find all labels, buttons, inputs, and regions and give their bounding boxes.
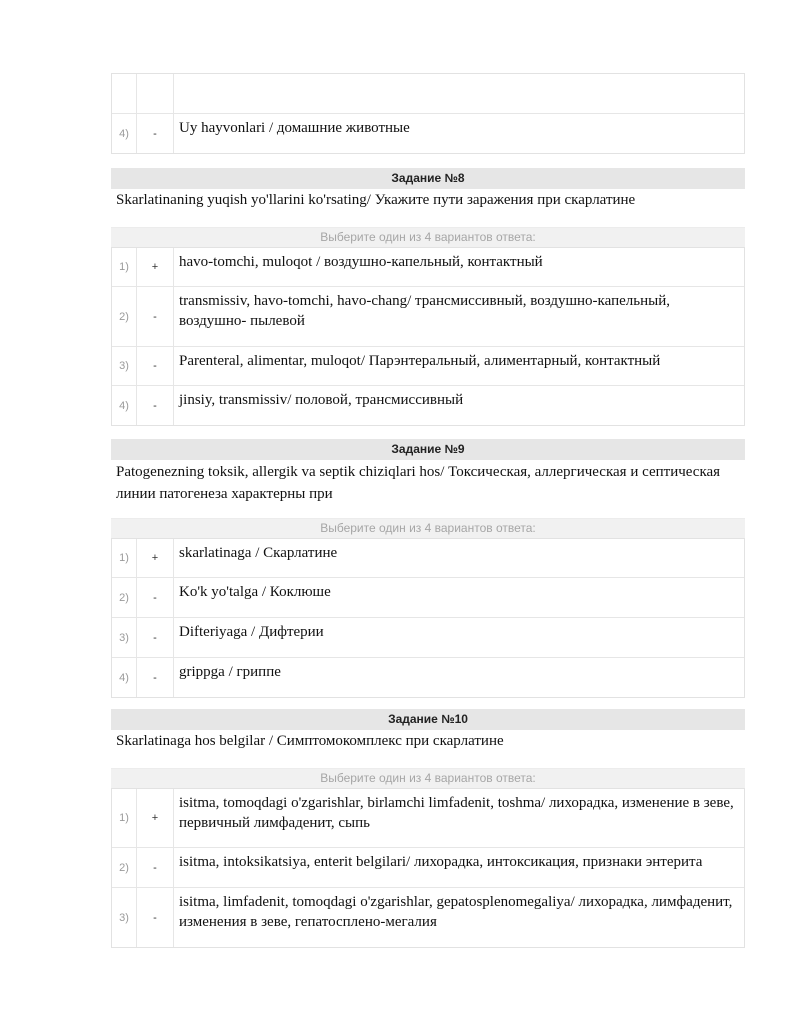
answer-number: 4) — [112, 114, 137, 153]
answer-mark: - — [137, 618, 174, 657]
task-10 — [111, 709, 745, 948]
answer-row — [112, 248, 744, 286]
answer-mark: + — [137, 539, 174, 577]
task-8 — [111, 168, 745, 426]
answer-number: 1) — [112, 789, 137, 847]
answer-text: transmissiv, havo-tomchi, havo-chang/ трансмиссивный, воздушно-капельный, воздушно- пылевой — [179, 293, 670, 329]
answer-mark: - — [137, 578, 174, 617]
answer-text — [174, 74, 744, 113]
answer-text: skarlatinaga / Скарлатине — [179, 545, 338, 561]
task-9 — [111, 439, 745, 698]
answer-number: 2) — [112, 287, 137, 346]
question-text: Skarlatinaga hos belgilar / Симптомокомплекс при скарлатине — [111, 730, 745, 769]
instruction-text: Выберите один из 4 вариантов ответа: — [111, 769, 745, 788]
answer-text: Uy hayvonlari / домашние животные — [179, 120, 410, 136]
answer-row — [112, 113, 744, 153]
answer-number — [112, 74, 137, 113]
answer-text: isitma, intoksikatsiya, enterit belgilari/ лихорадка, интоксикация, признаки энтерита — [179, 854, 703, 870]
answer-row — [112, 286, 744, 346]
answer-number: 4) — [112, 386, 137, 425]
answer-number: 2) — [112, 848, 137, 887]
answer-mark: + — [137, 789, 174, 847]
question-text: Skarlatinaning yuqish yo'llarini ko'rsating/ Укажите пути заражения при скарлатине — [111, 189, 745, 228]
answer-number: 1) — [112, 248, 137, 286]
task-header: Задание №8 — [111, 168, 745, 189]
answer-row — [112, 346, 744, 385]
answer-row — [112, 657, 744, 697]
task-7-answers-tail — [111, 73, 745, 154]
answers-table — [111, 538, 745, 698]
answer-row — [112, 539, 744, 577]
instruction-text: Выберите один из 4 вариантов ответа: — [111, 519, 745, 538]
answer-mark: - — [137, 658, 174, 697]
answer-text: Ko'k yo'talga / Коклюше — [179, 584, 331, 600]
answer-mark: - — [137, 888, 174, 947]
answer-row — [112, 385, 744, 425]
answer-row — [112, 887, 744, 947]
answer-number: 2) — [112, 578, 137, 617]
answer-text: jinsiy, transmissiv/ половой, трансмиссивный — [179, 392, 464, 408]
answer-row — [112, 847, 744, 887]
answer-mark: - — [137, 287, 174, 346]
answer-row — [112, 74, 744, 113]
answer-row — [112, 577, 744, 617]
answer-mark — [137, 74, 174, 113]
answer-mark: - — [137, 347, 174, 385]
instruction-text: Выберите один из 4 вариантов ответа: — [111, 228, 745, 247]
answer-mark: - — [137, 848, 174, 887]
answer-row — [112, 789, 744, 847]
answers-table — [111, 788, 745, 948]
answer-mark: - — [137, 114, 174, 153]
answer-mark: - — [137, 386, 174, 425]
question-text: Patogenezning toksik, allergik va septik chiziqlari hos/ Токсическая, аллергическая и септическая линии патогенеза характерны при — [111, 460, 745, 519]
answer-text: Parenteral, alimentar, muloqot/ Парэнтеральный, алиментарный, контактный — [179, 353, 661, 369]
answer-number: 3) — [112, 347, 137, 385]
task-header: Задание №10 — [111, 709, 745, 730]
answer-text: isitma, tomoqdagi o'zgarishlar, birlamchi limfadenit, toshma/ лихорадка, изменение в зеве, первичный лимфаденит, сыпь — [179, 795, 734, 831]
task-header: Задание №9 — [111, 439, 745, 460]
answer-text: havo-tomchi, muloqot / воздушно-капельный, контактный — [179, 254, 543, 270]
answer-number: 3) — [112, 888, 137, 947]
answer-text: grippga / гриппе — [179, 664, 281, 680]
answers-table — [111, 247, 745, 426]
answer-text: isitma, limfadenit, tomoqdagi o'zgarishlar, gepatosplenomegaliya/ лихорадка, лимфаденит, изменения в зеве, гепатосплено-мегалия — [179, 894, 733, 930]
answer-row — [112, 617, 744, 657]
answer-mark: + — [137, 248, 174, 286]
answer-number: 4) — [112, 658, 137, 697]
answer-number: 1) — [112, 539, 137, 577]
answer-number: 3) — [112, 618, 137, 657]
answer-text: Difteriyaga / Дифтерии — [179, 624, 324, 640]
